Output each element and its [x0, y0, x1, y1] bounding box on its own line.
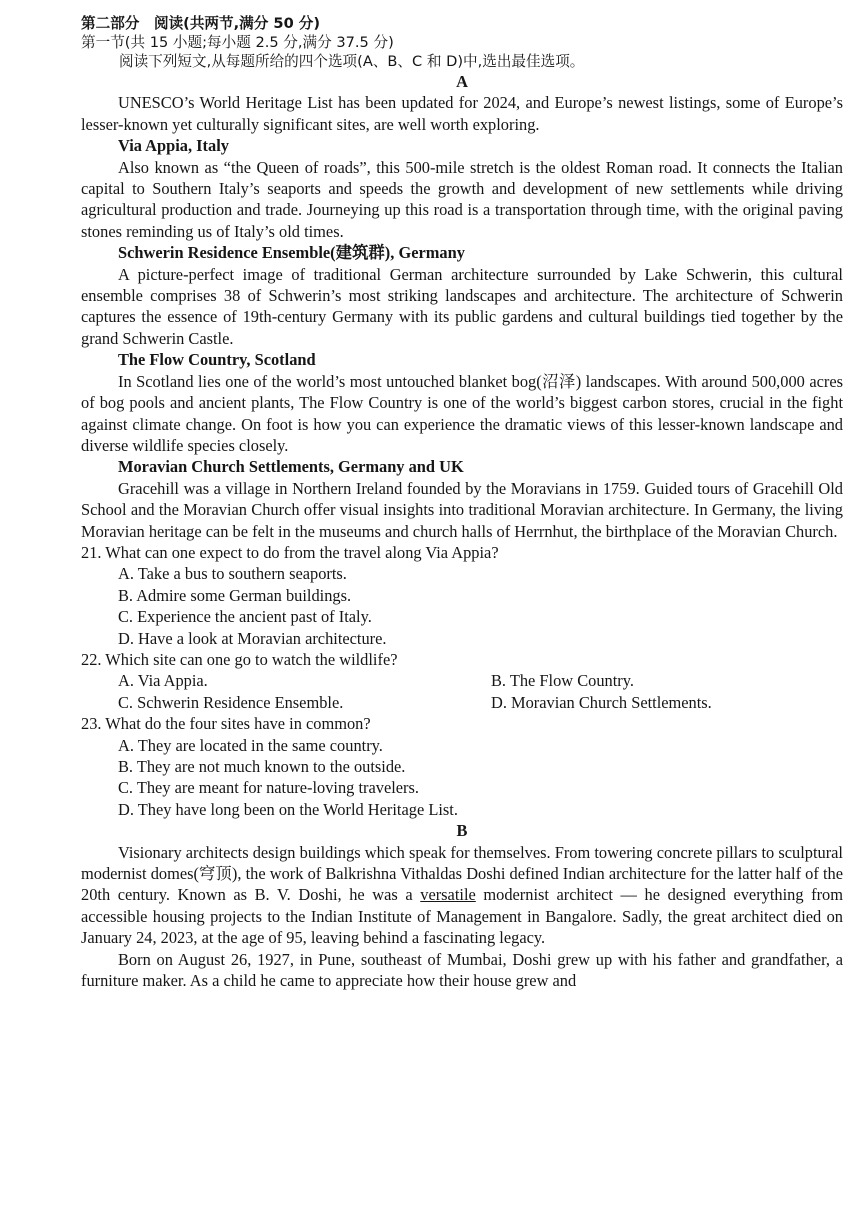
- passage-b-letter: B: [456, 821, 468, 841]
- question-23-option-d: D. They have long been on the World Heritage List.: [118, 799, 458, 819]
- question-23-stem: 23. What do the four sites have in common?: [81, 714, 371, 734]
- site-text-moravian: Gracehill was a village in Northern Ireland founded by the Moravians in 1759. Guided tours of Gracehill Old School and the Moravian Church offer visual insights into traditional Moravian architecture. In Germany, the living Moravian heritage can be felt in the museums and church halls of Herrnhut, the birthplace of the Moravian Church.: [81, 478, 843, 541]
- site-text-flow-country: In Scotland lies one of the world’s most untouched blanket bog(沼泽) landscapes. With around 500,000 acres of bog pools and ancient plants, The Flow Country is one of the world’s biggest carbon stores, crucial in the fight against climate change. On foot is how you can experience the dramatic views of this lesser-known landscape and diverse wildlife species closely.: [81, 371, 843, 455]
- question-21-option-b: B. Admire some German buildings.: [118, 585, 352, 605]
- question-23-option-a: A. They are located in the same country.: [118, 735, 383, 755]
- instruction: 阅读下列短文,从每题所给的四个选项(A、B、C 和 D)中,选出最佳选项。: [119, 53, 585, 70]
- passage-b-paragraph-1: [81, 842, 843, 949]
- question-22-row-2: [81, 692, 843, 713]
- question-22-stem: 22. Which site can one go to watch the wildlife?: [81, 649, 398, 669]
- question-22-option-d: D. Moravian Church Settlements.: [491, 692, 712, 712]
- question-21-option-d: D. Have a look at Moravian architecture.: [118, 628, 387, 648]
- site-text-schwerin: A picture-perfect image of traditional German architecture surrounded by Lake Schwerin, this cultural ensemble comprises 38 of Schwerin’s most striking landscapes and architecture. The architecture of Schwerin captures the essence of 19th-century Germany with its public gardens and cultural buildings tied together by the grand Schwerin Castle.: [81, 264, 843, 348]
- question-21-option-a: A. Take a bus to southern seaports.: [118, 564, 347, 584]
- question-22-row-1: [81, 670, 843, 691]
- question-21-stem: 21. What can one expect to do from the travel along Via Appia?: [81, 542, 499, 562]
- part-heading: 第二部分 阅读(共两节,满分 50 分): [81, 15, 321, 32]
- passage-b-p1-start: Visionary architects design buildings which speak for themselves. From towering concrete pillars to sculptural modernist domes(穹顶), the work of Balkrishna Vithaldas Doshi defined Indian architecture for the latter half of the 20th century. Known as B. V. Doshi, he was a: [81, 842, 843, 905]
- passage-b-paragraph-2: Born on August 26, 1927, in Pune, southeast of Mumbai, Doshi grew up with his father and grandfather, a furniture maker. As a child he came to appreciate how their house grew and: [81, 949, 843, 991]
- passage-a-intro: UNESCO’s World Heritage List has been updated for 2024, and Europe’s newest listings, some of Europe’s lesser-known yet culturally significant sites, are well worth exploring.: [81, 93, 843, 134]
- site-title-flow-country: The Flow Country, Scotland: [118, 350, 316, 370]
- site-text-via-appia: Also known as “the Queen of roads”, this 500-mile stretch is the oldest Roman road. It connects the Italian capital to Southern Italy’s seaports and speeds the growth and development of new settlements while driving agricultural production and trade. Journeying up this road is a transportation through time, with the original paving stones reminding us of Italy’s old times.: [81, 157, 843, 241]
- question-22-option-b: B. The Flow Country.: [491, 671, 634, 691]
- site-title-schwerin: Schwerin Residence Ensemble(建筑群), Germany: [118, 243, 465, 263]
- section-heading: 第一节(共 15 小题;每小题 2.5 分,满分 37.5 分): [81, 34, 394, 51]
- passage-a-letter: A: [456, 72, 468, 91]
- underlined-word: versatile: [420, 885, 476, 905]
- passage-b-p1-end: modernist architect — he designed everything from accessible housing projects to the Indian Institute of Management in Bangalore. Sadly, the great architect died on January 24, 2023, at the age of 95, leaving behind a fascinating legacy.: [81, 885, 843, 948]
- site-title-via-appia: Via Appia, Italy: [118, 136, 229, 156]
- site-title-moravian: Moravian Church Settlements, Germany and UK: [118, 457, 464, 477]
- question-22-option-a: A. Via Appia.: [118, 671, 208, 691]
- question-21-option-c: C. Experience the ancient past of Italy.: [118, 607, 372, 627]
- question-22-option-c: C. Schwerin Residence Ensemble.: [118, 692, 344, 712]
- question-23-option-c: C. They are meant for nature-loving travelers.: [118, 778, 419, 798]
- question-23-option-b: B. They are not much known to the outside.: [118, 757, 406, 776]
